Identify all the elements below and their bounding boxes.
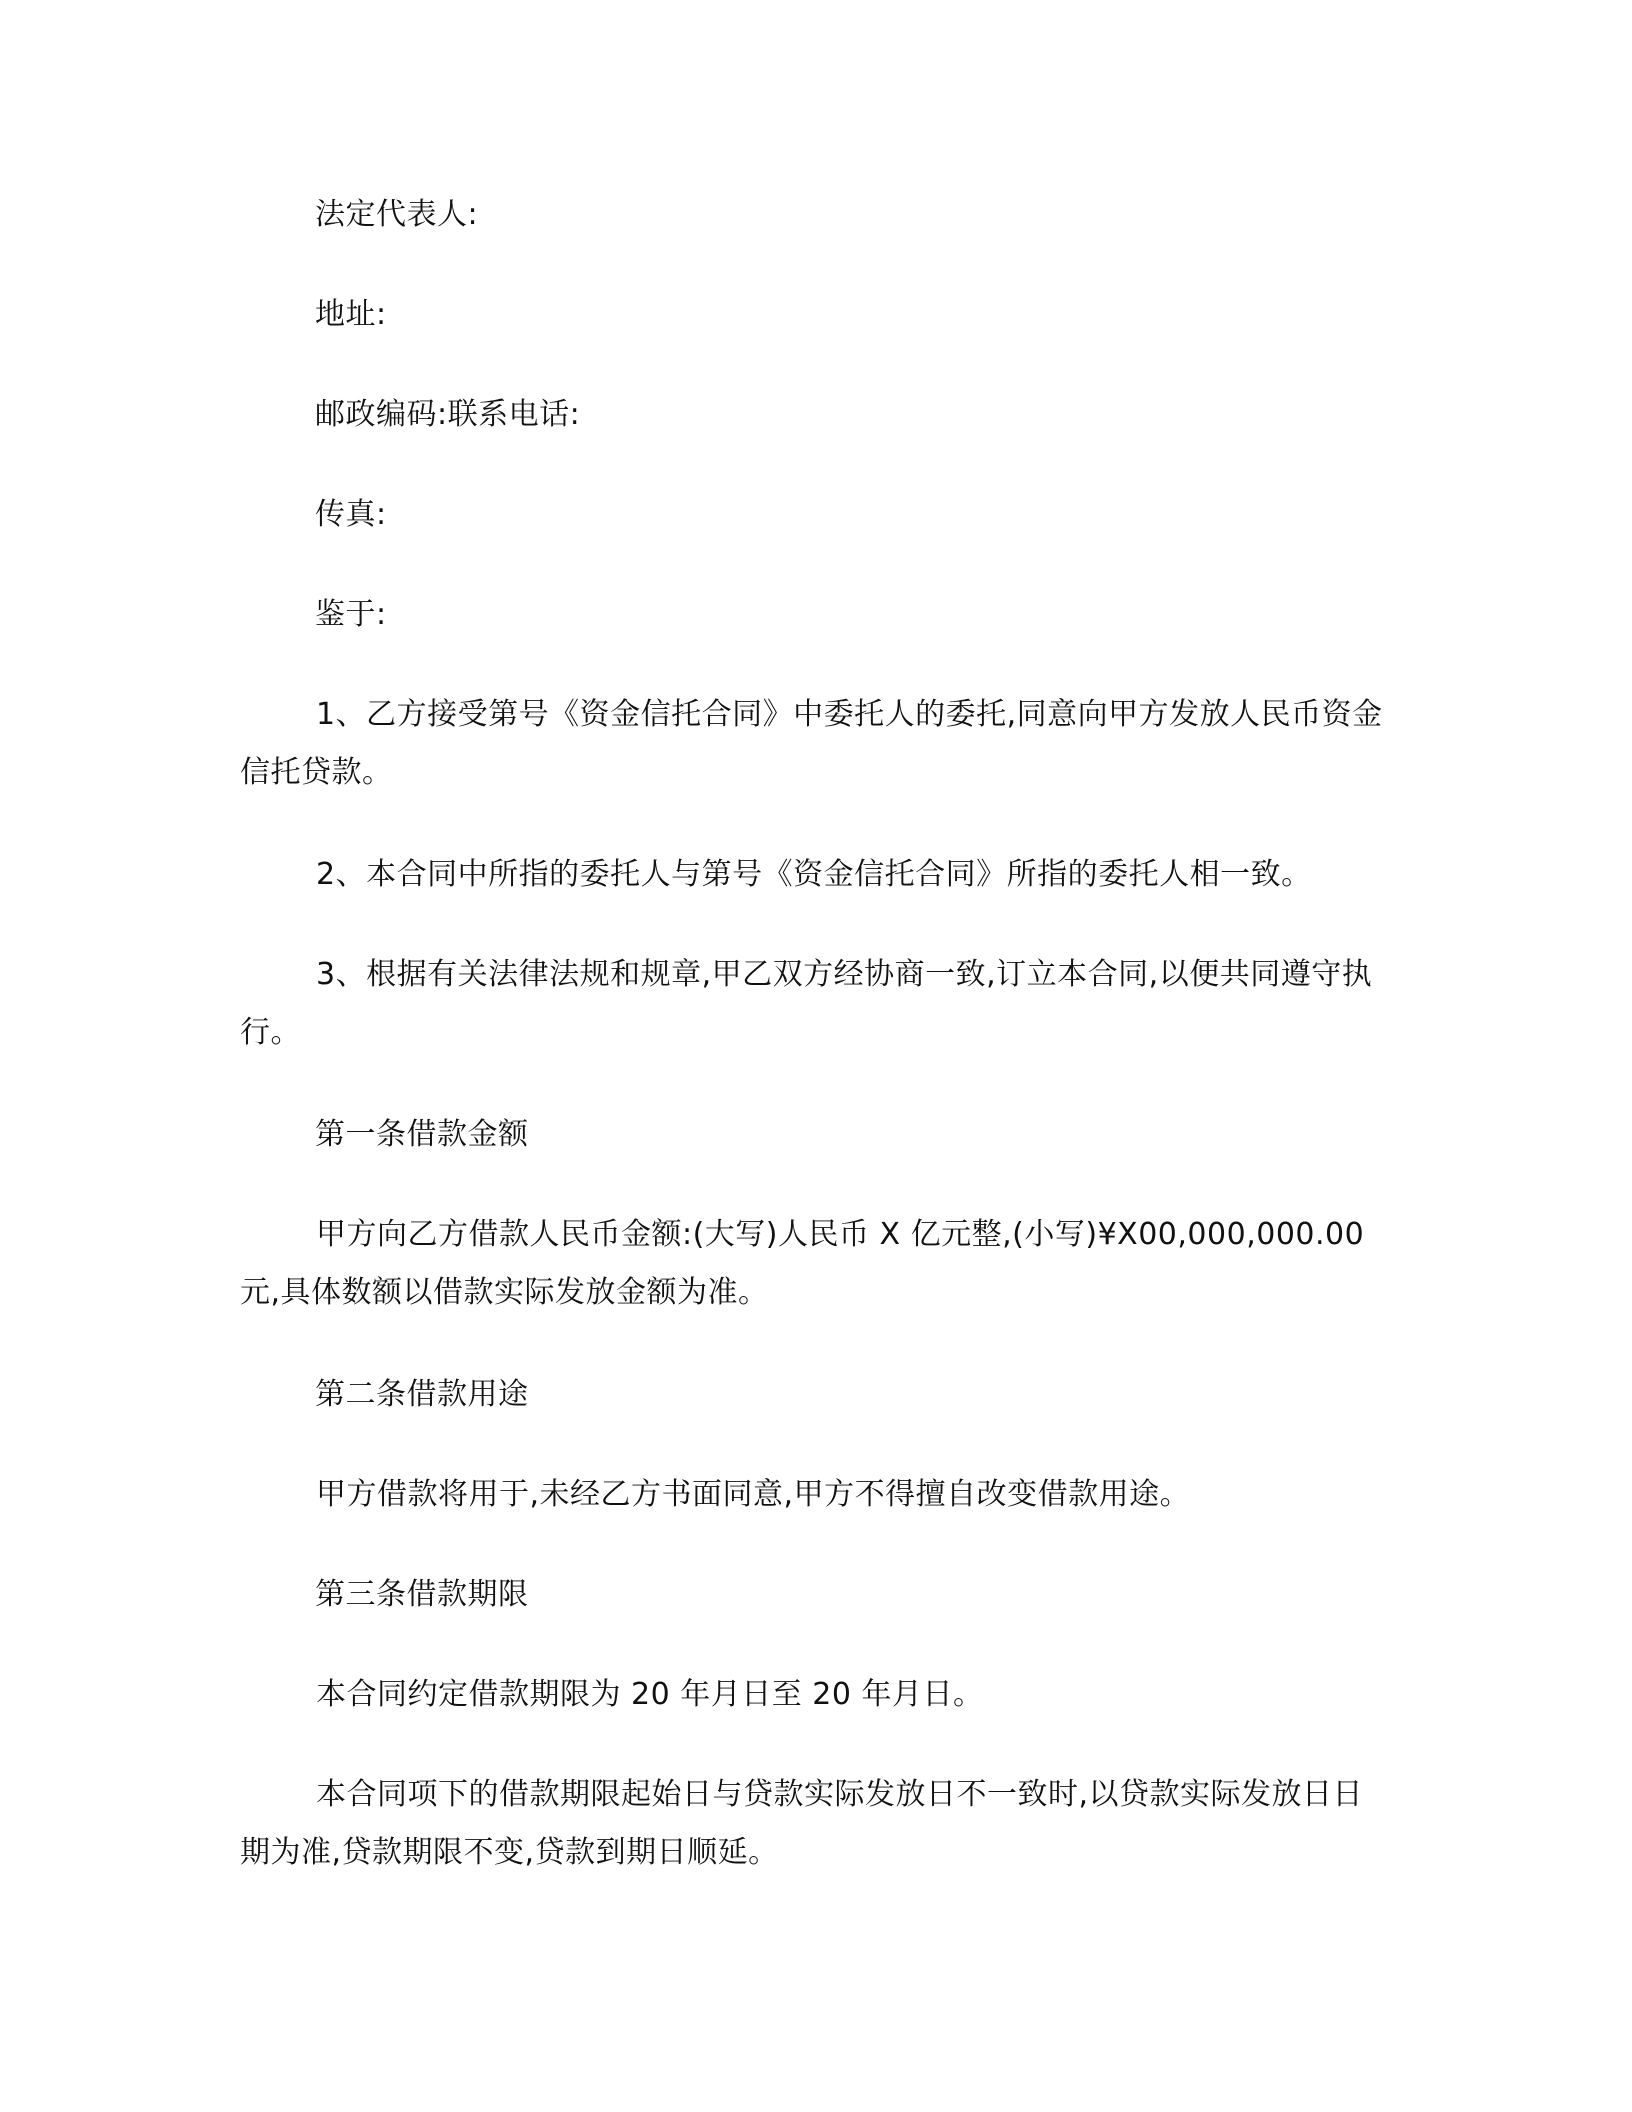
postcode-phone-label: 邮政编码:联系电话: [315, 397, 581, 432]
legal-representative-label: 法定代表人: [315, 197, 479, 232]
recital-2: 2、本合同中所指的委托人与第号《资金信托合同》所指的委托人相一致。 [316, 857, 1312, 892]
recital-3: 3、根据有关法律法规和规章,甲乙双方经协商一致,订立本合同,以便共同遵守执行。 [240, 957, 1373, 1050]
whereas-label: 鉴于: [315, 597, 387, 632]
article-3-body-1: 本合同约定借款期限为 20 年月日至 20 年月日。 [316, 1677, 984, 1712]
article-3-title: 第三条借款期限 [315, 1577, 529, 1612]
article-1-title: 第一条借款金额 [315, 1117, 529, 1152]
fax-label: 传真: [315, 497, 387, 532]
address-label: 地址: [315, 297, 387, 332]
article-3-body-2: 本合同项下的借款期限起始日与贷款实际发放日不一致时,以贷款实际发放日日期为准,贷款期限不变,贷款到期日顺延。 [240, 1777, 1364, 1870]
article-2-body: 甲方借款将用于,未经乙方书面同意,甲方不得擅自改变借款用途。 [316, 1477, 1191, 1512]
article-2-title: 第二条借款用途 [315, 1377, 529, 1412]
recital-1: 1、乙方接受第号《资金信托合同》中委托人的委托,同意向甲方发放人民币资金信托贷款。 [240, 697, 1383, 790]
article-1-body: 甲方向乙方借款人民币金额:(大写)人民币 X 亿元整,(小写)¥X00,000,000.00元,具体数额以借款实际发放金额为准。 [240, 1217, 1365, 1310]
